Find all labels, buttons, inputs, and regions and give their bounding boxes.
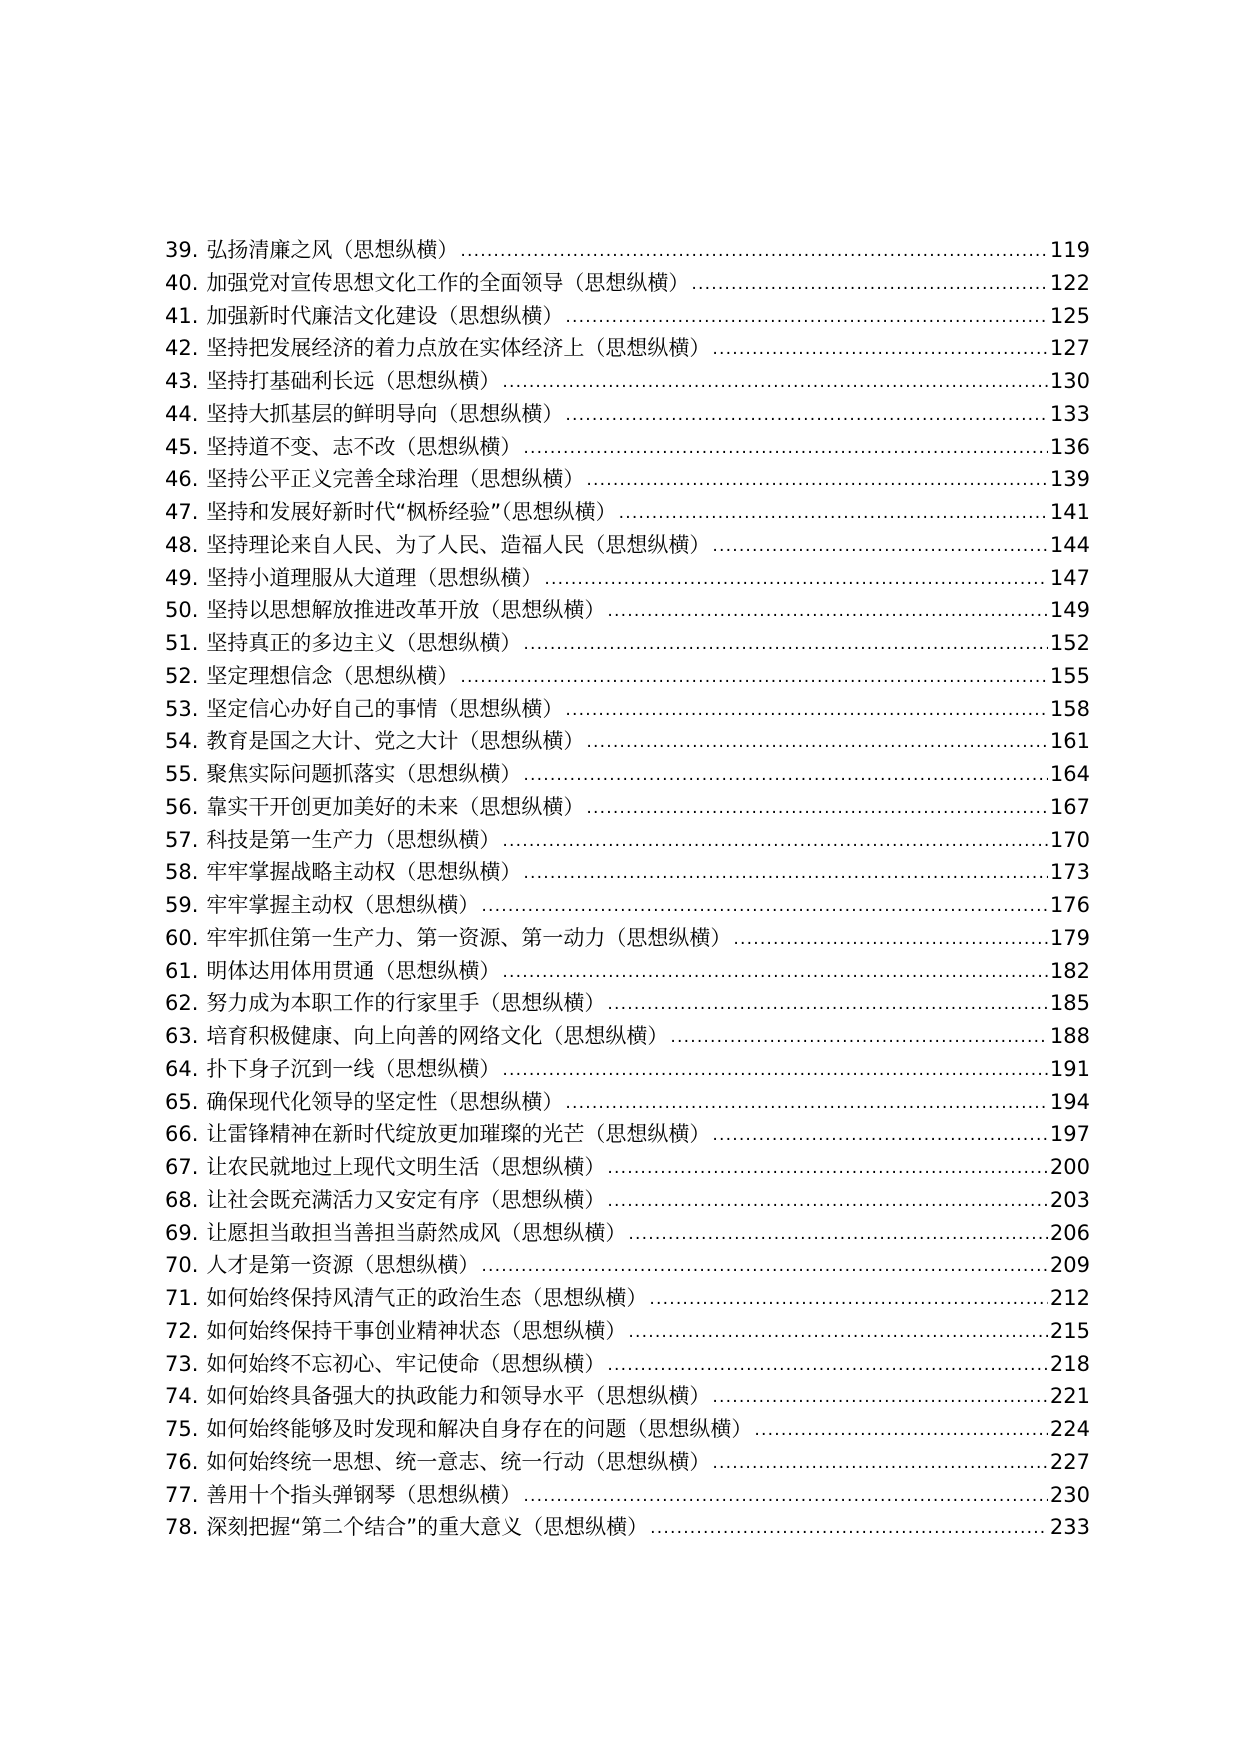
entry-number: 59. [165, 893, 199, 917]
toc-entry[interactable] [165, 1479, 1090, 1512]
dot-leader [607, 1189, 1048, 1210]
toc-entry[interactable] [165, 824, 1090, 857]
entry-page-number: 149 [1049, 598, 1090, 623]
dot-leader [619, 501, 1048, 522]
entry-number: 72. [165, 1318, 199, 1343]
dot-leader [712, 534, 1048, 555]
toc-entry[interactable] [165, 431, 1090, 464]
entry-number: 54. [165, 729, 199, 754]
dot-leader [650, 1516, 1048, 1537]
dot-leader [712, 1451, 1048, 1472]
toc-entry[interactable] [165, 955, 1090, 988]
toc-entry[interactable] [165, 332, 1090, 365]
entry-title: 牢牢掌握战略主动权（思想纵横） [206, 860, 522, 885]
entry-page-number: 136 [1049, 434, 1090, 459]
toc-entry[interactable] [165, 889, 1090, 922]
dot-leader [712, 337, 1048, 358]
entry-page-number: 191 [1049, 1056, 1090, 1081]
entry-title: 坚定信心办好自己的事情（思想纵横） [206, 696, 564, 721]
entry-title: 让社会既充满活力又安定有序（思想纵横） [206, 1187, 606, 1212]
dot-leader [691, 272, 1048, 293]
entry-number: 41. [165, 303, 199, 328]
entry-page-number: 161 [1049, 729, 1090, 754]
entry-page-number: 194 [1049, 1089, 1090, 1114]
entry-page-number: 170 [1049, 827, 1090, 852]
dot-leader [502, 960, 1048, 981]
dot-leader [607, 992, 1048, 1013]
dot-leader [565, 1091, 1048, 1112]
toc-entry[interactable] [165, 365, 1090, 398]
toc-entry[interactable] [165, 725, 1090, 758]
dot-leader [607, 1353, 1048, 1374]
entry-page-number: 230 [1049, 1482, 1090, 1507]
dot-leader [628, 1222, 1048, 1243]
entry-title: 人才是第一资源（思想纵横） [206, 1253, 480, 1278]
entry-page-number: 188 [1049, 1024, 1090, 1048]
entry-number: 62. [165, 991, 199, 1016]
toc-entry[interactable] [165, 529, 1090, 562]
entry-number: 64. [165, 1056, 199, 1081]
toc-entry[interactable] [165, 1282, 1090, 1315]
entry-page-number: 125 [1049, 303, 1090, 328]
toc-entry[interactable] [165, 1413, 1090, 1446]
toc-entry[interactable] [165, 791, 1090, 824]
entry-page-number: 197 [1049, 1122, 1090, 1147]
entry-title: 牢牢抓住第一生产力、第一资源、第一动力（思想纵横） [206, 925, 732, 950]
toc-entry[interactable] [165, 1184, 1090, 1217]
dot-leader [523, 1484, 1048, 1505]
toc-entry[interactable] [165, 300, 1090, 333]
entry-title: 坚持公平正义完善全球治理（思想纵横） [206, 467, 585, 492]
toc-entry[interactable] [165, 1053, 1090, 1086]
toc-entry[interactable] [165, 1217, 1090, 1250]
dot-leader [649, 1287, 1048, 1308]
entry-page-number: 152 [1049, 631, 1090, 655]
entry-number: 67. [165, 1155, 199, 1179]
dot-leader [607, 1156, 1048, 1177]
entry-title: 坚持小道理服从大道理（思想纵横） [206, 565, 543, 590]
dot-leader [523, 632, 1048, 653]
entry-page-number: 127 [1049, 336, 1090, 361]
entry-page-number: 130 [1049, 369, 1090, 393]
dot-leader [754, 1418, 1048, 1439]
entry-title: 坚持和发展好新时代“枫桥经验”（思想纵横） [206, 500, 617, 524]
entry-page-number: 173 [1049, 860, 1090, 885]
dot-leader [712, 1385, 1048, 1406]
dot-leader [586, 468, 1048, 489]
entry-title: 深刻把握“第二个结合”的重大意义（思想纵横） [206, 1515, 649, 1540]
dot-leader [481, 1254, 1048, 1275]
entry-page-number: 206 [1049, 1220, 1090, 1245]
dot-leader [607, 599, 1048, 620]
entry-title: 加强党对宣传思想文化工作的全面领导（思想纵横） [206, 270, 690, 295]
entry-page-number: 185 [1049, 991, 1090, 1016]
entry-page-number: 218 [1049, 1351, 1090, 1376]
entry-number: 61. [165, 958, 199, 983]
entry-title: 让农民就地过上现代文明生活（思想纵横） [206, 1155, 606, 1179]
toc-entry[interactable] [165, 234, 1090, 267]
entry-page-number: 141 [1049, 500, 1090, 524]
entry-number: 51. [165, 631, 199, 655]
dot-leader [523, 436, 1048, 457]
entry-number: 75. [165, 1417, 199, 1441]
entry-number: 44. [165, 401, 199, 426]
dot-leader [481, 894, 1048, 915]
entry-title: 坚持把发展经济的着力点放在实体经济上（思想纵横） [206, 336, 711, 361]
toc-entry[interactable] [165, 398, 1090, 431]
entry-number: 40. [165, 270, 199, 295]
toc-entry[interactable] [165, 922, 1090, 955]
toc-entry[interactable] [165, 627, 1090, 660]
entry-page-number: 200 [1049, 1155, 1090, 1179]
toc-entry[interactable] [165, 1348, 1090, 1381]
dot-leader [502, 1058, 1048, 1079]
entry-page-number: 147 [1049, 565, 1090, 590]
dot-leader [565, 698, 1048, 719]
toc-entry[interactable] [165, 1511, 1090, 1544]
toc-entry[interactable] [165, 660, 1090, 693]
entry-title: 如何始终不忘初心、牢记使命（思想纵横） [206, 1351, 606, 1376]
entry-title: 加强新时代廉洁文化建设（思想纵横） [206, 303, 564, 328]
entry-number: 73. [165, 1351, 199, 1376]
entry-title: 坚持理论来自人民、为了人民、造福人民（思想纵横） [206, 532, 711, 557]
entry-number: 50. [165, 598, 199, 623]
entry-number: 69. [165, 1220, 199, 1245]
dot-leader [565, 403, 1048, 424]
entry-page-number: 167 [1049, 794, 1090, 819]
entry-number: 56. [165, 794, 199, 819]
entry-page-number: 233 [1049, 1515, 1090, 1540]
entry-number: 58. [165, 860, 199, 885]
dot-leader [523, 763, 1048, 784]
entry-title: 如何始终统一思想、统一意志、统一行动（思想纵横） [206, 1449, 711, 1474]
table-of-contents [165, 234, 1090, 1544]
entry-number: 43. [165, 369, 199, 393]
toc-entry[interactable] [165, 758, 1090, 791]
toc-entry[interactable] [165, 562, 1090, 595]
entry-number: 57. [165, 827, 199, 852]
entry-number: 60. [165, 925, 199, 950]
dot-leader [544, 567, 1048, 588]
entry-number: 74. [165, 1384, 199, 1409]
entry-number: 52. [165, 663, 199, 688]
dot-leader [523, 861, 1048, 882]
entry-page-number: 164 [1049, 762, 1090, 786]
dot-leader [586, 796, 1048, 817]
entry-page-number: 158 [1049, 696, 1090, 721]
entry-title: 培育积极健康、向上向善的网络文化（思想纵横） [206, 1024, 669, 1048]
toc-entry[interactable] [165, 987, 1090, 1020]
entry-number: 71. [165, 1286, 199, 1310]
entry-title: 教育是国之大计、党之大计（思想纵横） [206, 729, 585, 754]
entry-title: 明体达用体用贯通（思想纵横） [206, 958, 501, 983]
entry-page-number: 209 [1049, 1253, 1090, 1278]
entry-page-number: 215 [1049, 1318, 1090, 1343]
dot-leader [586, 730, 1048, 751]
entry-page-number: 144 [1049, 532, 1090, 557]
entry-number: 70. [165, 1253, 199, 1278]
entry-title: 牢牢掌握主动权（思想纵横） [206, 893, 480, 917]
toc-entry[interactable] [165, 1151, 1090, 1184]
entry-title: 努力成为本职工作的行家里手（思想纵横） [206, 991, 606, 1016]
entry-title: 让雷锋精神在新时代绽放更加璀璨的光芒（思想纵横） [206, 1122, 711, 1147]
entry-page-number: 119 [1049, 238, 1090, 262]
entry-title: 靠实干开创更加美好的未来（思想纵横） [206, 794, 585, 819]
entry-page-number: 133 [1049, 401, 1090, 426]
entry-number: 63. [165, 1024, 199, 1048]
toc-entry[interactable] [165, 1315, 1090, 1348]
entry-title: 让愿担当敢担当善担当蔚然成风（思想纵横） [206, 1220, 627, 1245]
toc-entry[interactable] [165, 1086, 1090, 1119]
entry-title: 坚持真正的多边主义（思想纵横） [206, 631, 522, 655]
toc-entry[interactable] [165, 1118, 1090, 1151]
entry-title: 坚定理想信念（思想纵横） [206, 663, 459, 688]
entry-page-number: 227 [1049, 1449, 1090, 1474]
toc-entry[interactable] [165, 496, 1090, 529]
dot-leader [460, 665, 1048, 686]
entry-number: 55. [165, 762, 199, 786]
toc-entry[interactable] [165, 1380, 1090, 1413]
toc-entry[interactable] [165, 856, 1090, 889]
dot-leader [502, 829, 1048, 850]
entry-title: 如何始终保持风清气正的政治生态（思想纵横） [206, 1286, 648, 1310]
toc-entry[interactable] [165, 463, 1090, 496]
dot-leader [733, 927, 1048, 948]
entry-number: 53. [165, 696, 199, 721]
entry-number: 47. [165, 500, 199, 524]
entry-number: 78. [165, 1515, 199, 1540]
entry-number: 68. [165, 1187, 199, 1212]
entry-page-number: 224 [1049, 1417, 1090, 1441]
dot-leader [712, 1123, 1048, 1144]
entry-number: 76. [165, 1449, 199, 1474]
entry-page-number: 182 [1049, 958, 1090, 983]
entry-number: 46. [165, 467, 199, 492]
toc-entry[interactable] [165, 267, 1090, 300]
dot-leader [460, 239, 1048, 260]
entry-number: 66. [165, 1122, 199, 1147]
entry-page-number: 212 [1049, 1286, 1090, 1310]
entry-title: 聚焦实际问题抓落实（思想纵横） [206, 762, 522, 786]
entry-number: 39. [165, 238, 199, 262]
dot-leader [628, 1320, 1048, 1341]
toc-entry[interactable] [165, 693, 1090, 726]
entry-title: 科技是第一生产力（思想纵横） [206, 827, 501, 852]
toc-entry[interactable] [165, 1020, 1090, 1053]
entry-title: 确保现代化领导的坚定性（思想纵横） [206, 1089, 564, 1114]
entry-page-number: 176 [1049, 893, 1090, 917]
dot-leader [670, 1025, 1048, 1046]
entry-title: 如何始终能够及时发现和解决自身存在的问题（思想纵横） [206, 1417, 753, 1441]
entry-number: 77. [165, 1482, 199, 1507]
entry-title: 弘扬清廉之风（思想纵横） [206, 238, 459, 262]
toc-entry[interactable] [165, 594, 1090, 627]
entry-page-number: 203 [1049, 1187, 1090, 1212]
entry-title: 扑下身子沉到一线（思想纵横） [206, 1056, 501, 1081]
toc-entry[interactable] [165, 1446, 1090, 1479]
dot-leader [502, 370, 1048, 391]
entry-title: 坚持打基础利长远（思想纵横） [206, 369, 501, 393]
entry-page-number: 139 [1049, 467, 1090, 492]
entry-title: 坚持大抓基层的鲜明导向（思想纵横） [206, 401, 564, 426]
entry-title: 如何始终具备强大的执政能力和领导水平（思想纵横） [206, 1384, 711, 1409]
entry-title: 如何始终保持干事创业精神状态（思想纵横） [206, 1318, 627, 1343]
entry-page-number: 122 [1049, 270, 1090, 295]
entry-number: 42. [165, 336, 199, 361]
entry-number: 65. [165, 1089, 199, 1114]
entry-page-number: 221 [1049, 1384, 1090, 1409]
entry-title: 坚持道不变、志不改（思想纵横） [206, 434, 522, 459]
entry-page-number: 179 [1049, 925, 1090, 950]
entry-number: 48. [165, 532, 199, 557]
entry-page-number: 155 [1049, 663, 1090, 688]
toc-entry[interactable] [165, 1249, 1090, 1282]
dot-leader [565, 305, 1048, 326]
entry-title: 善用十个指头弹钢琴（思想纵横） [206, 1482, 522, 1507]
entry-title: 坚持以思想解放推进改革开放（思想纵横） [206, 598, 606, 623]
entry-number: 49. [165, 565, 199, 590]
entry-number: 45. [165, 434, 199, 459]
